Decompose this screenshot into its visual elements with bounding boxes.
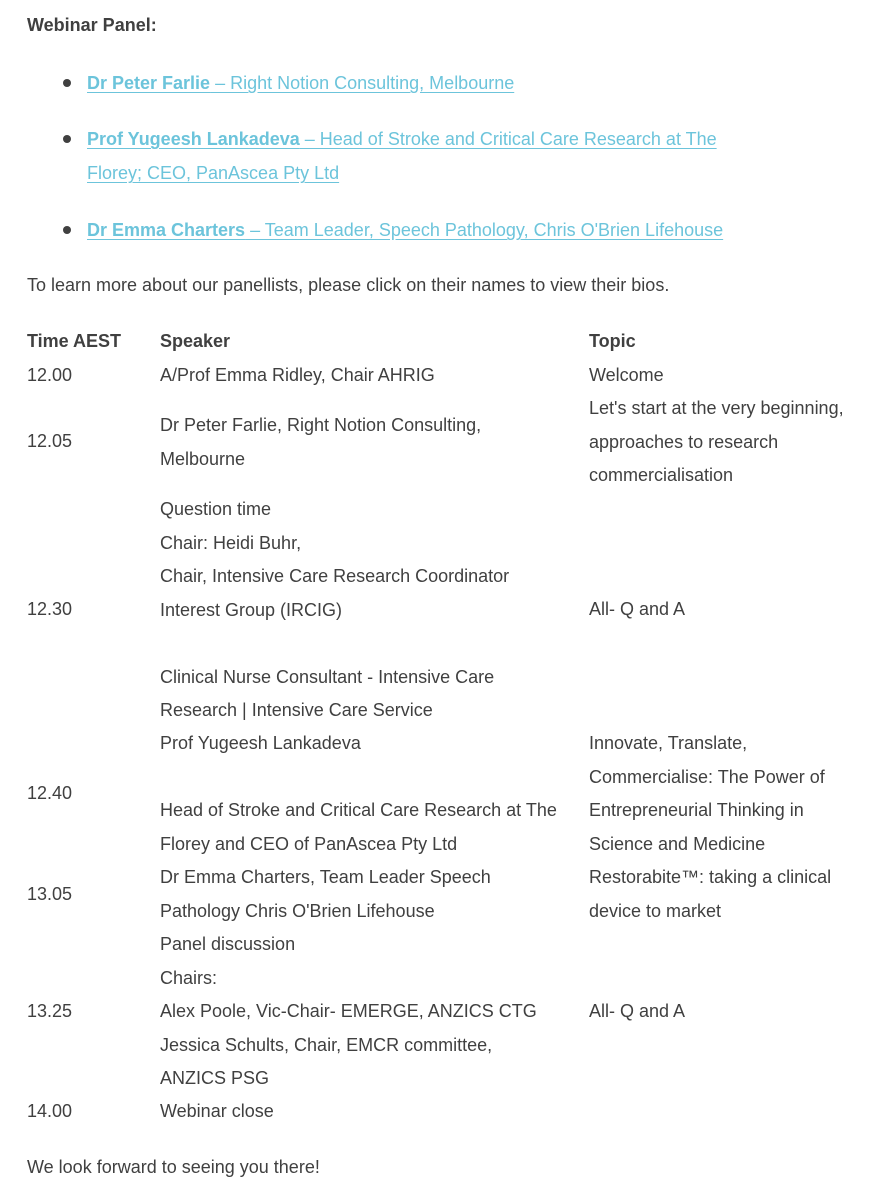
speaker-line: Interest Group (IRCIG)	[160, 599, 343, 620]
speaker-line: Prof Yugeesh Lankadeva	[160, 733, 361, 753]
panelist-name: Dr Emma Charters	[87, 220, 246, 240]
row-topic	[589, 392, 879, 493]
row-time: 12.05	[27, 431, 73, 451]
header-speaker: Speaker	[160, 331, 231, 351]
speaker-line: Head of Stroke and Critical Care Research at The	[160, 800, 557, 820]
bullet-icon	[63, 226, 71, 234]
panelist-affiliation: – Team Leader, Speech Pathology, Chris O'Brien Lifehouse	[245, 220, 724, 240]
page-heading: Webinar Panel:	[27, 15, 157, 35]
row-topic	[589, 727, 879, 861]
topic-line: Innovate, Translate,	[589, 733, 748, 753]
speaker-line: Dr Peter Farlie, Right Notion Consulting,	[160, 415, 482, 435]
row-speaker	[160, 359, 590, 393]
header-time: Time AEST	[27, 331, 122, 351]
header-topic: Topic	[589, 331, 636, 351]
speaker-line: Webinar close	[160, 1101, 274, 1121]
speaker-line: Alex Poole, Vic-Chair- EMERGE, ANZICS CTG	[160, 1001, 537, 1021]
bullet-icon	[63, 135, 71, 143]
panelist-link-emma-charters[interactable]	[87, 220, 723, 240]
row-speaker	[160, 1095, 590, 1129]
speaker-line: A/Prof Emma Ridley, Chair AHRIG	[160, 365, 435, 385]
row-speaker	[160, 727, 590, 861]
speaker-line: Chairs:	[160, 967, 218, 988]
row-topic	[589, 995, 879, 1029]
topic-line: Let's start at the very beginning,	[589, 398, 844, 418]
row-time: 13.05	[27, 884, 73, 904]
speaker-line: Jessica Schults, Chair, EMCR committee,	[160, 1034, 493, 1055]
panelist-affiliation: – Head of Stroke and Critical Care Research at The	[299, 129, 717, 149]
speaker-line: Chair: Heidi Buhr,	[160, 532, 302, 553]
topic-line: approaches to research	[589, 431, 779, 452]
speaker-line: Dr Emma Charters, Team Leader Speech	[160, 867, 491, 887]
row-speaker	[160, 493, 590, 728]
speaker-line: Panel discussion	[160, 934, 296, 954]
speaker-line: Question time	[160, 499, 272, 519]
row-topic	[589, 359, 879, 393]
panel-item-peter-farlie	[87, 66, 867, 100]
topic-line: Science and Medicine	[589, 833, 766, 854]
intro-text: To learn more about our panellists, please click on their names to view their bios.	[27, 275, 670, 295]
speaker-line: Pathology Chris O'Brien Lifehouse	[160, 900, 435, 921]
row-time: 12.30	[27, 599, 73, 619]
panel-item-emma-charters	[87, 213, 867, 247]
row-time: 13.25	[27, 1001, 73, 1021]
row-time: 14.00	[27, 1101, 73, 1121]
speaker-line: Melbourne	[160, 448, 246, 469]
speaker-line: Florey and CEO of PanAscea Pty Ltd	[160, 833, 458, 854]
panelist-link-peter-farlie[interactable]	[87, 73, 514, 93]
topic-line: commercialisation	[589, 465, 734, 485]
row-topic	[589, 861, 879, 928]
row-topic	[589, 593, 879, 627]
row-speaker	[160, 861, 590, 928]
panel-item-yugeesh-lankadeva	[87, 122, 867, 190]
bullet-icon	[63, 79, 71, 87]
row-speaker	[160, 409, 590, 476]
closing-text: We look forward to seeing you there!	[27, 1157, 320, 1177]
speaker-line	[160, 627, 590, 661]
speaker-line: Clinical Nurse Consultant - Intensive Care	[160, 666, 495, 687]
panelist-link-yugeesh-lankadeva[interactable]	[87, 129, 717, 183]
topic-line: device to market	[589, 900, 722, 921]
panelist-name: Prof Yugeesh Lankadeva	[87, 129, 300, 149]
row-time: 12.00	[27, 365, 73, 385]
topic-line: All- Q and A	[589, 1001, 686, 1021]
panelist-affiliation-cont: Florey; CEO, PanAscea Pty Ltd	[87, 163, 340, 183]
panelist-affiliation: – Right Notion Consulting, Melbourne	[210, 73, 515, 93]
topic-line: Entrepreneurial Thinking in	[589, 800, 804, 820]
speaker-line: Chair, Intensive Care Research Coordinator	[160, 566, 510, 586]
row-speaker	[160, 928, 590, 1096]
topic-line: Welcome	[589, 365, 664, 385]
topic-line: Restorabite™: taking a clinical	[589, 867, 832, 887]
speaker-line	[160, 761, 590, 795]
topic-line: Commercialise: The Power of	[589, 766, 825, 787]
speaker-line: ANZICS PSG	[160, 1068, 270, 1088]
panelist-name: Dr Peter Farlie	[87, 73, 211, 93]
topic-line: All- Q and A	[589, 599, 686, 619]
speaker-line: Research | Intensive Care Service	[160, 700, 433, 720]
row-time: 12.40	[27, 783, 73, 803]
